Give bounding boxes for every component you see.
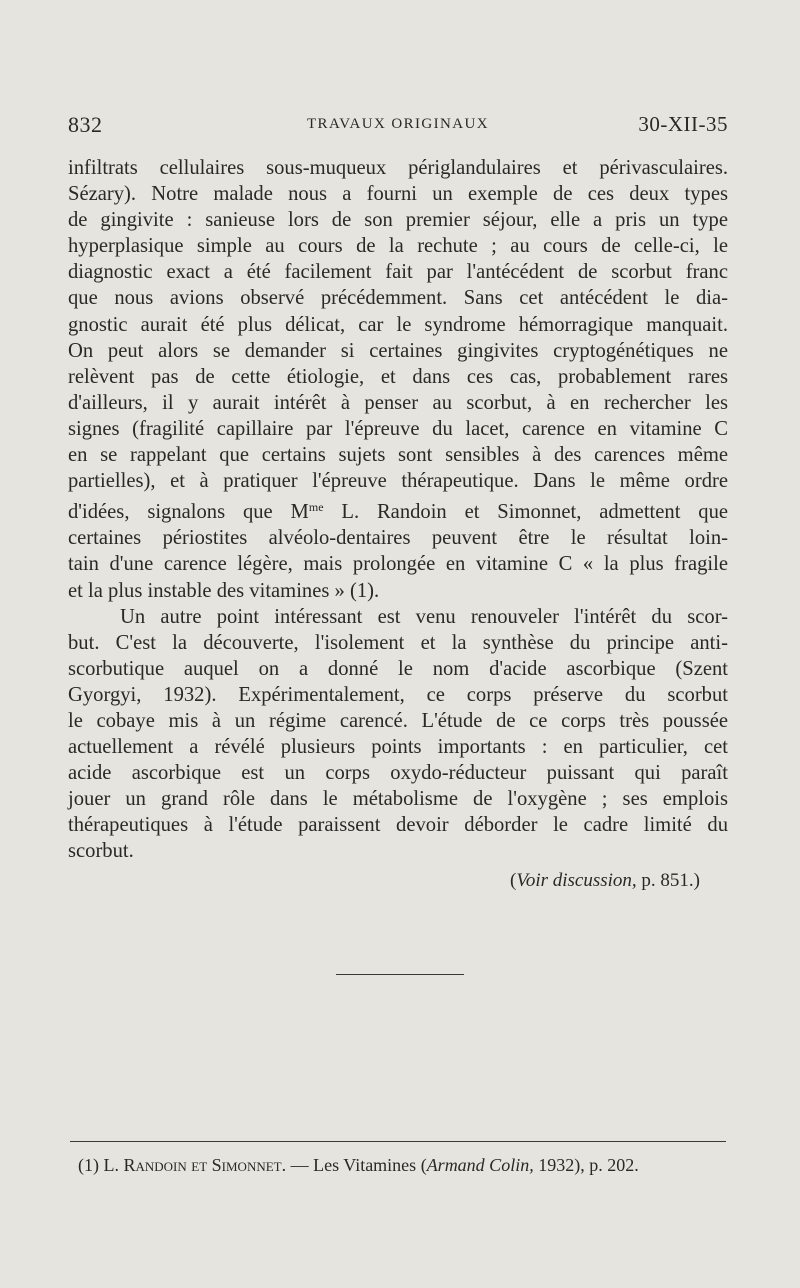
footnote-rest: 1932), p. 202. [533, 1155, 639, 1175]
text-line: que nous avions observé précédemment. Sans cet antécédent le dia- [68, 287, 728, 310]
footnote [78, 1155, 639, 1176]
text-line: Sézary). Notre malade nous a fourni un exemple de ces deux types [68, 183, 728, 206]
ref-open: ( [509, 870, 517, 891]
paragraph-2 [68, 604, 728, 865]
footnote-rule [70, 1141, 726, 1142]
superscript: me [308, 500, 324, 515]
text-line: signes (fragilité capillaire par l'épreuve du lacet, carence en vitamine C [68, 417, 728, 440]
text-line: en se rappelant que certains sujets sont sensibles à des carences même [68, 444, 728, 467]
text-line: but. C'est la découverte, l'isolement et la synthèse du principe anti- [68, 631, 728, 654]
footnote-dash: — Les Vitamines [286, 1155, 421, 1175]
text-fragment: d'idées, signalons que M [68, 501, 309, 524]
text-fragment: L. Randoin et Simonnet, admettent que [323, 501, 729, 524]
text-line: Un autre point intéressant est venu renouveler l'intérêt du scor- [120, 605, 728, 628]
text-line-mme [68, 494, 728, 525]
ref-rest: p. 851.) [636, 870, 700, 891]
text-line: diagnostic exact a été facilement fait par l'antécédent de scorbut franc [68, 261, 728, 284]
text-line: et la plus instable des vitamines » (1). [68, 579, 380, 602]
text-line: le cobaye mis à un régime carencé. L'étude de ce corps très poussée [68, 709, 728, 732]
text-line: thérapeutiques à l'étude paraissent devoir déborder le cadre limité du [68, 814, 728, 837]
text-line: hyperplasique simple au cours de la rechute ; au cours de celle-ci, le [68, 235, 728, 258]
text-line: de gingivite : sanieuse lors de son premier séjour, elle a pris un type [68, 209, 728, 232]
page-number: 832 [68, 112, 103, 137]
discussion-reference [510, 870, 700, 892]
ref-italic: Voir discussion, [516, 870, 637, 891]
running-title: TRAVAUX ORIGINAUX [306, 116, 489, 132]
section-divider [336, 974, 464, 975]
paragraph-1 [68, 155, 728, 604]
running-head [68, 112, 728, 142]
footnote-publisher: Armand Colin, [426, 1155, 534, 1175]
text-line: partielles), et à pratiquer l'épreuve thérapeutique. Dans le même ordre [68, 470, 728, 493]
text-line: relèvent pas de cette étiologie, et dans ces cas, probablement rares [68, 365, 728, 388]
text-line: scorbut. [68, 840, 134, 863]
footnote-marker: (1) [78, 1155, 104, 1175]
text-line: gnostic aurait été plus délicat, car le syndrome hémorragique manquait. [68, 313, 728, 336]
text-line: d'ailleurs, il y aurait intérêt à penser au scorbut, à en rechercher les [68, 391, 728, 414]
footnote-authors: L. Randoin et Simonnet. [103, 1155, 287, 1175]
text-line: actuellement a révélé plusieurs points importants : en particulier, cet [68, 736, 728, 759]
text-line: acide ascorbique est un corps oxydo-réducteur puissant qui paraît [68, 762, 728, 785]
footnote-publisher-open: ( [420, 1155, 427, 1175]
text-line: infiltrats cellulaires sous-muqueux périglandulaires et périvasculaires. [68, 157, 728, 179]
text-line: Gyorgyi, 1932). Expérimentalement, ce corps préserve du scorbut [68, 683, 728, 706]
text-line: On peut alors se demander si certaines gingivites cryptogénétiques ne [68, 339, 728, 362]
body-text [68, 155, 728, 865]
running-date: 30-XII-35 [638, 112, 728, 136]
text-line: scorbutique auquel on a donné le nom d'acide ascorbique (Szent [68, 657, 728, 680]
text-line: jouer un grand rôle dans le métabolisme de l'oxygène ; ses emplois [68, 788, 728, 811]
text-line: tain d'une carence légère, mais prolongée en vitamine C « la plus fragile [68, 553, 728, 576]
text-line: certaines périostites alvéolo-dentaires peuvent être le résultat loin- [68, 527, 728, 550]
